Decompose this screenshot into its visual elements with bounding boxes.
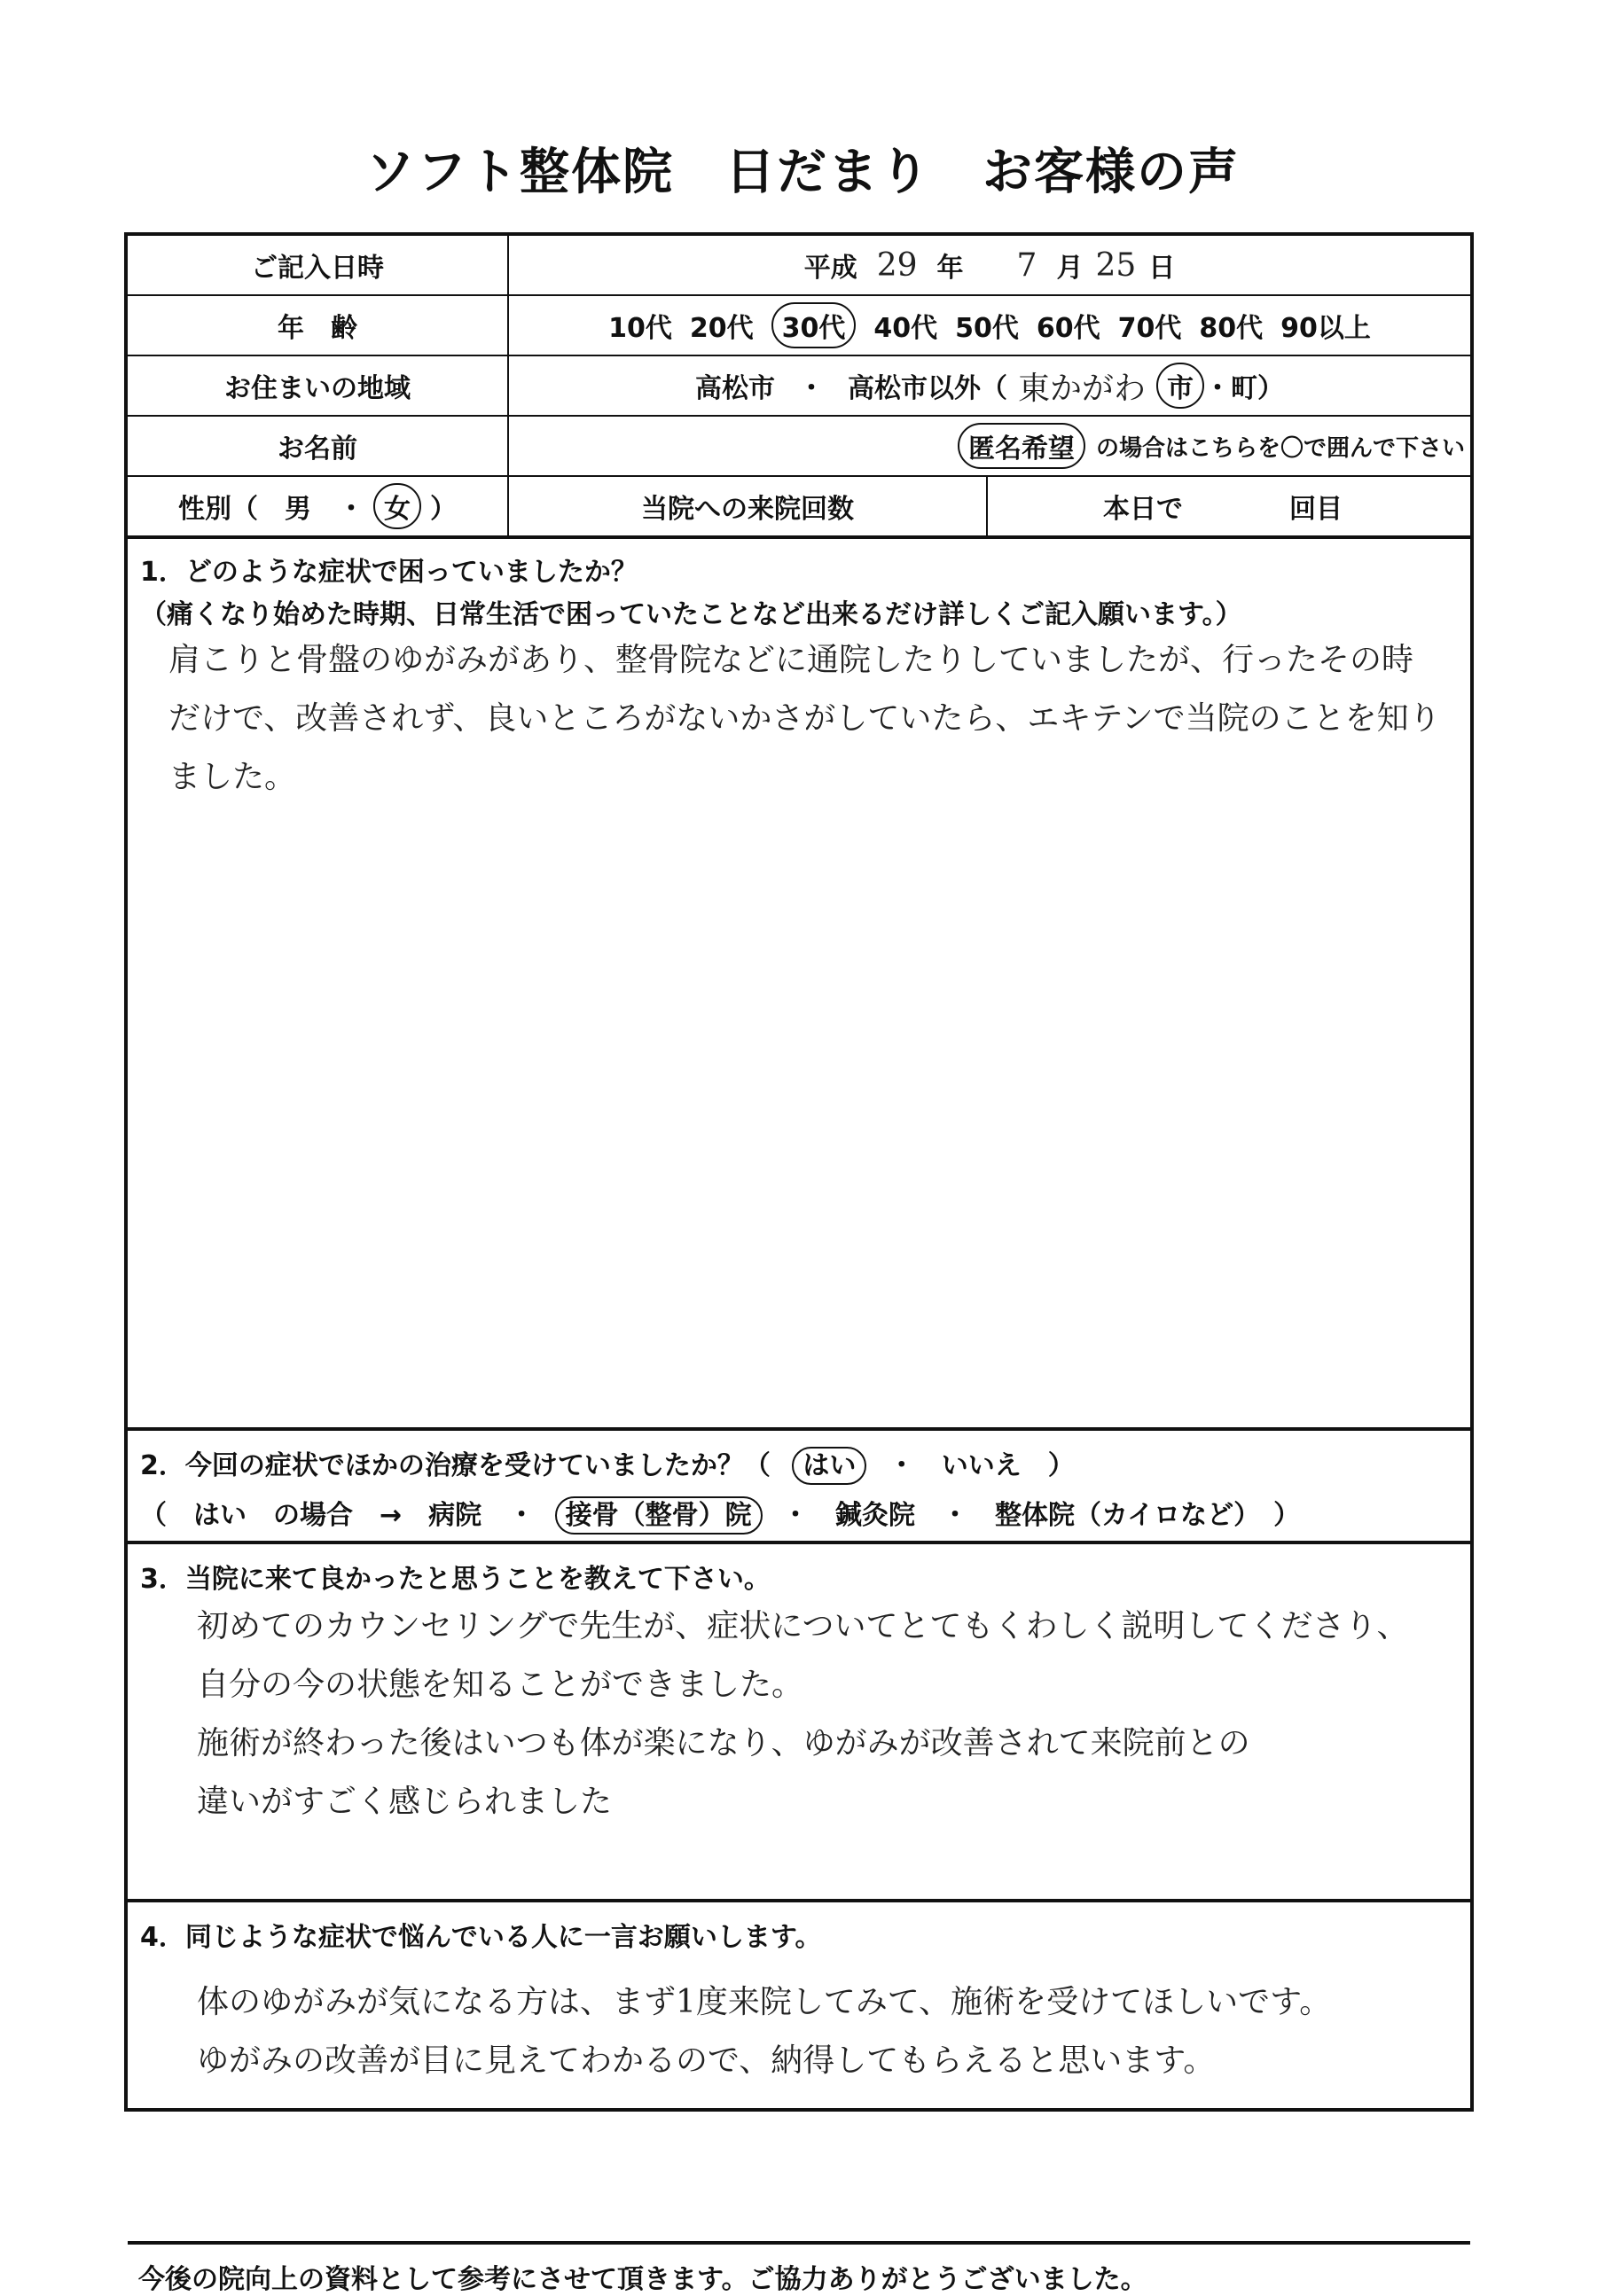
row-name [128,417,1470,477]
year-unit: 年 [936,253,964,284]
date-label: ご記入日時 [128,236,509,294]
month-value[interactable]: 7 [1016,246,1037,284]
day-unit: 日 [1148,253,1176,284]
day-value[interactable]: 25 [1095,246,1137,284]
era-label: 平成 [803,253,857,284]
q2-no-option[interactable]: ・ いいえ ） [888,1450,1075,1481]
q2-bonesetter-selected[interactable]: 接骨（整骨）院 [555,1496,763,1535]
visits-label: 当院への来院回数 [509,477,988,535]
region-options [509,356,1470,415]
row-date [128,236,1470,296]
q1-subtitle: （痛くなり始めた時期、日常生活で困っていたことなど出来るだけ詳しくご記入願います。） [140,599,1242,630]
region-outside[interactable]: 高松市以外（ [847,373,1007,404]
region-takamatsu[interactable]: 高松市 [694,373,775,404]
region-handwritten[interactable]: 東かがわ [1017,370,1146,407]
anonymous-note: の場合はこちらを〇で囲んで下さい [1095,434,1465,462]
gender-close: ） [430,494,457,525]
question-1 [128,539,1470,1431]
age-option-40[interactable]: 40代 [873,313,938,344]
age-option-70[interactable]: 70代 [1117,313,1182,344]
row-gender-visits [128,477,1470,539]
q3-answer-line-3: 施術が終わった後はいつも体が楽になり、ゆがみが改善されて来院前との [197,1725,1250,1761]
q1-answer-line-2: だけで、改善されず、良いところがないかさがしていたら、エキテンで当院のことを知り [168,700,1441,737]
region-town[interactable]: ・町） [1204,373,1284,404]
q3-answer[interactable] [197,1597,1409,1831]
row-age [128,296,1470,356]
q4-answer[interactable] [197,1973,1331,2090]
gender-label: 性別（ 男 ・ [178,494,364,525]
q3-answer-line-2: 自分の今の状態を知ることができました。 [197,1667,804,1703]
q3-answer-line-4: 違いがすごく感じられました [197,1784,613,1820]
age-option-50[interactable]: 50代 [955,313,1019,344]
q1-title: 1．どのような症状で困っていましたか？ [140,557,638,588]
name-label: お名前 [128,417,509,475]
age-option-80[interactable]: 80代 [1199,313,1264,344]
row-region [128,356,1470,417]
q3-title: 3．当院に来て良かったと思うことを教えて下さい。 [140,1564,771,1595]
question-4 [128,1902,1470,2245]
name-field[interactable] [509,417,1470,475]
q2-options-suffix: ・ 鍼灸院 ・ 整体院（カイロなど） ） [782,1500,1301,1531]
year-value[interactable]: 29 [876,246,918,284]
gender-female-selected[interactable]: 女 [373,483,421,529]
survey-form [124,232,1474,2295]
question-2 [128,1431,1470,1544]
age-option-90[interactable]: 90以上 [1280,313,1371,344]
visits-count-field[interactable] [988,477,1470,535]
age-option-20[interactable]: 20代 [689,313,754,344]
region-label: お住まいの地域 [128,356,509,415]
month-unit: 月 [1056,253,1084,284]
footer-note: 今後の院向上の資料として参考にさせて頂きます。ご協力ありがとうございました。 [138,2264,1147,2295]
today-label: 本日で [1103,494,1183,525]
q2-question: 2．今回の症状でほかの治療を受けていましたか？（ [140,1450,771,1481]
page-title: ソフト整体院 日だまり お客様の声 [365,144,1240,201]
q3-answer-line-1: 初めてのカウンセリングで先生が、症状についてとてもくわしく説明してくださり、 [197,1608,1409,1644]
q1-answer[interactable] [168,631,1441,807]
date-value [509,236,1470,294]
q2-yes-selected[interactable]: はい [792,1447,866,1485]
q2-line-2 [140,1493,1300,1532]
q4-answer-line-2: ゆがみの改善が目に見えてわかるので、納得してもらえると思います。 [197,2042,1216,2079]
age-options [509,296,1470,355]
question-3 [128,1544,1470,1902]
region-city-selected[interactable]: 市 [1156,363,1204,409]
times-label: 回目 [1289,494,1343,525]
q4-title: 4．同じような症状で悩んでいる人に一言お願いします。 [140,1922,822,1953]
gender-field [128,477,509,535]
q1-answer-line-3: ました。 [168,759,297,795]
age-option-10[interactable]: 10代 [608,313,672,344]
age-option-30-selected[interactable]: 30代 [771,302,857,348]
q1-answer-line-1: 肩こりと骨盤のゆがみがあり、整骨院などに通院したりしていましたが、行ったその時 [168,642,1414,678]
q2-line-1 [140,1443,1075,1482]
region-separator: ・ [797,373,825,404]
age-option-60[interactable]: 60代 [1036,313,1100,344]
age-label: 年 齢 [128,296,509,355]
anonymous-option-selected[interactable]: 匿名希望 [958,423,1085,469]
q4-answer-line-1: 体のゆがみが気になる方は、まず1度来院してみて、施術を受けてほしいです。 [197,1984,1332,2020]
q2-options-prefix: （ はい の場合 → 病院 ・ [140,1500,536,1531]
